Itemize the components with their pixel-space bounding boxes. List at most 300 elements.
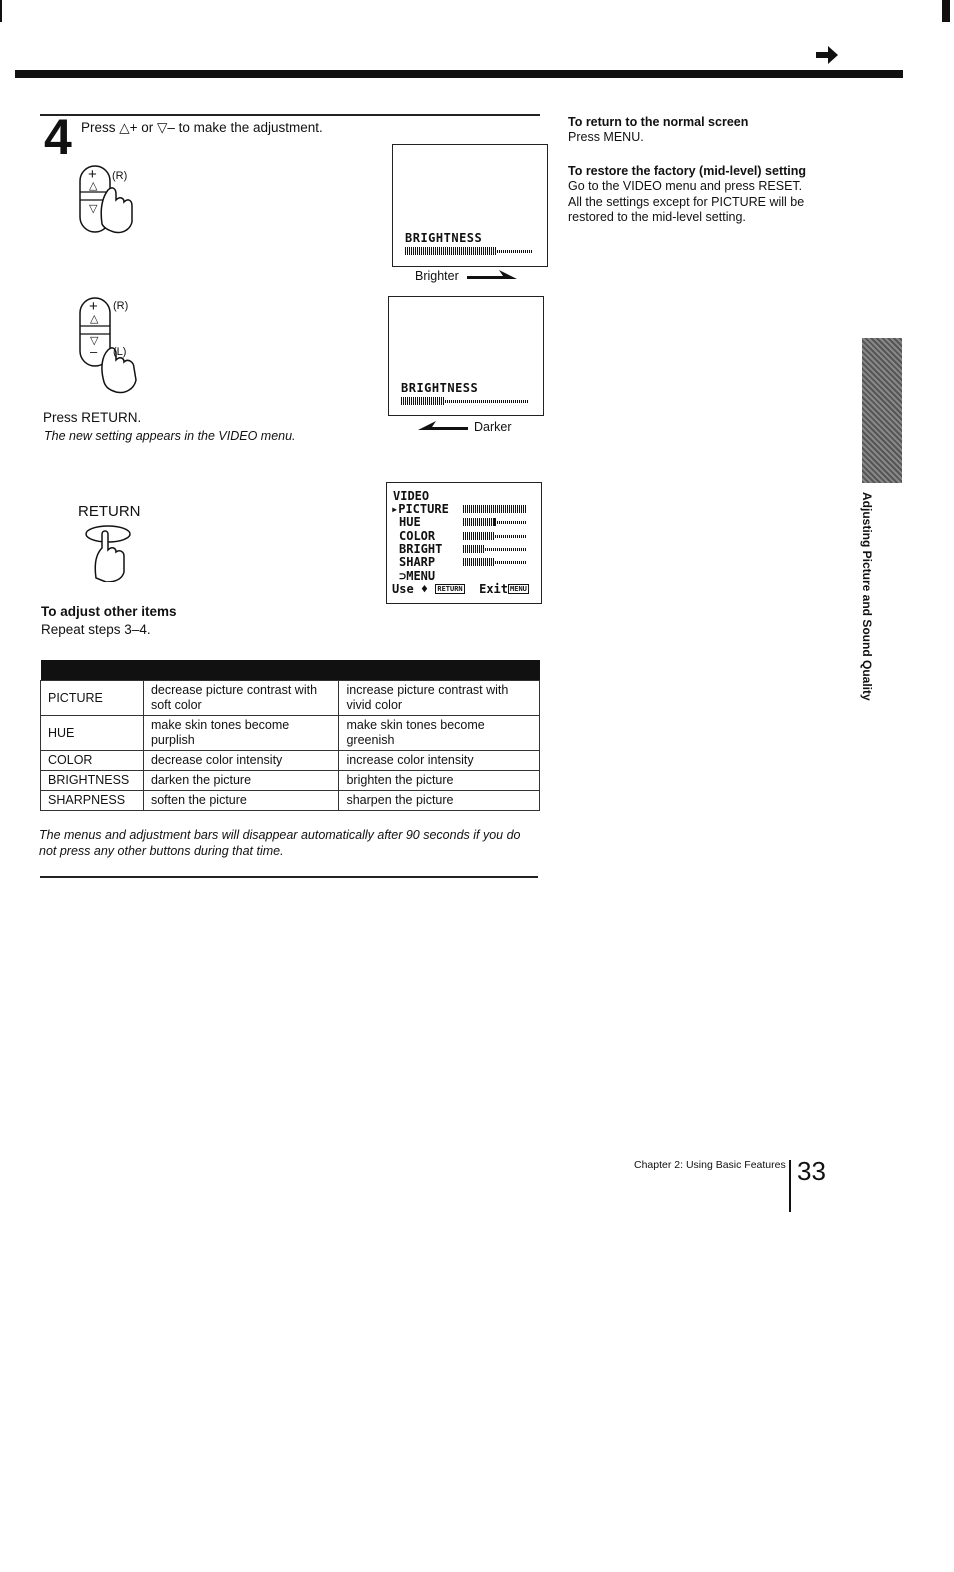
bar-tick-empty bbox=[455, 400, 456, 403]
bar-tick-empty bbox=[505, 535, 506, 538]
brightness-bar bbox=[401, 397, 529, 405]
bar-tick-empty bbox=[473, 400, 474, 403]
bar-tick-filled bbox=[405, 247, 406, 255]
bar-tick-filled bbox=[487, 558, 488, 566]
table-row bbox=[41, 681, 540, 716]
bar-tick-empty bbox=[499, 400, 500, 403]
table-cell-minus: decrease picture contrast with soft color bbox=[143, 681, 339, 716]
bar-tick-filled bbox=[491, 247, 492, 255]
video-menu-item: SHARP bbox=[399, 555, 436, 570]
bar-tick-empty bbox=[447, 400, 448, 403]
bar-tick-empty bbox=[503, 561, 504, 564]
bar-tick-empty bbox=[499, 250, 500, 253]
bar-tick-filled bbox=[463, 505, 464, 513]
bar-tick-filled bbox=[501, 505, 502, 513]
step-instruction: Press △+ or ▽– to make the adjustment. bbox=[81, 120, 323, 135]
bar-tick-filled bbox=[513, 505, 514, 513]
bar-tick-filled bbox=[473, 247, 474, 255]
bar-tick-empty bbox=[509, 521, 510, 524]
press-return-note: The new setting appears in the VIDEO menu. bbox=[44, 429, 296, 443]
bar-tick-empty bbox=[497, 521, 498, 524]
table-cell-plus: make skin tones become greenish bbox=[339, 716, 540, 751]
page-edge-mark-right bbox=[942, 0, 950, 22]
bar-tick-filled bbox=[485, 247, 486, 255]
bar-tick-empty bbox=[489, 400, 490, 403]
bar-tick-filled bbox=[497, 505, 498, 513]
bar-tick-filled bbox=[479, 532, 480, 540]
bar-tick-filled bbox=[473, 518, 474, 526]
bar-tick-filled bbox=[425, 247, 426, 255]
bar-tick-filled bbox=[461, 247, 462, 255]
exit-label: Exit bbox=[479, 582, 509, 596]
auto-disappear-note: The menus and adjustment bars will disappear automatically after 90 seconds if you do not press any other buttons during that time. bbox=[39, 828, 521, 858]
bar-tick-filled bbox=[419, 397, 420, 405]
bar-tick-empty bbox=[519, 548, 520, 551]
bar-tick-empty bbox=[491, 400, 492, 403]
bar-tick-filled bbox=[495, 247, 496, 255]
bar-tick-empty bbox=[495, 535, 496, 538]
bar-tick-filled bbox=[465, 505, 466, 513]
bar-tick-filled bbox=[471, 545, 472, 553]
bar-tick-empty bbox=[497, 561, 498, 564]
bar-tick-empty bbox=[513, 561, 514, 564]
bar-tick-empty bbox=[523, 521, 524, 524]
bar-tick-empty bbox=[513, 548, 514, 551]
plus-label: + bbox=[88, 166, 97, 183]
bar-tick-empty bbox=[507, 535, 508, 538]
bar-tick-empty bbox=[507, 548, 508, 551]
bar-tick-filled bbox=[463, 532, 464, 540]
bar-tick-filled bbox=[415, 397, 416, 405]
bar-tick-filled bbox=[449, 247, 450, 255]
bar-tick-filled bbox=[465, 247, 466, 255]
bar-tick-empty bbox=[503, 250, 504, 253]
bar-tick-empty bbox=[511, 535, 512, 538]
section-rule-top bbox=[40, 114, 540, 116]
brightness-bar bbox=[405, 247, 533, 255]
return-button-press-icon bbox=[84, 524, 136, 582]
table-cell-minus: make skin tones become purplish bbox=[143, 716, 339, 751]
bar-tick-filled bbox=[483, 505, 484, 513]
bar-tick-empty bbox=[501, 561, 502, 564]
bar-tick-filled bbox=[481, 247, 482, 255]
bar-tick-filled bbox=[469, 558, 470, 566]
section-rule-bottom bbox=[40, 876, 538, 878]
bar-tick-filled bbox=[441, 247, 442, 255]
bar-tick-filled bbox=[481, 518, 482, 526]
video-menu-screen bbox=[386, 482, 542, 604]
right-label: (R) bbox=[113, 300, 129, 312]
bar-tick-empty bbox=[525, 548, 526, 551]
bar-tick-filled bbox=[467, 545, 468, 553]
bar-tick-empty bbox=[511, 250, 512, 253]
bar-tick-filled bbox=[483, 545, 484, 553]
bar-tick-empty bbox=[525, 400, 526, 403]
table-row bbox=[41, 716, 540, 751]
bar-tick-empty bbox=[501, 521, 502, 524]
table-cell-item: PICTURE bbox=[41, 681, 144, 716]
bar-tick-empty bbox=[517, 561, 518, 564]
bar-tick-empty bbox=[527, 400, 528, 403]
bar-tick-empty bbox=[505, 250, 506, 253]
bar-tick-filled bbox=[483, 518, 484, 526]
bar-tick-empty bbox=[523, 548, 524, 551]
bar-tick-filled bbox=[475, 518, 476, 526]
bar-tick-empty bbox=[485, 400, 486, 403]
bar-tick-filled bbox=[471, 532, 472, 540]
use-label: Use ♦ bbox=[392, 582, 429, 596]
bar-tick-filled bbox=[431, 247, 432, 255]
bar-tick-filled bbox=[517, 505, 518, 513]
bar-tick-empty bbox=[493, 400, 494, 403]
bar-tick-filled bbox=[459, 247, 460, 255]
remote-button-illustration-minus bbox=[78, 296, 158, 396]
bar-tick-filled bbox=[489, 518, 490, 526]
bar-tick-filled bbox=[489, 558, 490, 566]
bar-tick-filled bbox=[439, 397, 440, 405]
brightness-label: BRIGHTNESS bbox=[401, 381, 479, 395]
table-cell-plus: brighten the picture bbox=[339, 771, 540, 791]
bar-tick-filled bbox=[467, 558, 468, 566]
chapter-tab-label bbox=[858, 492, 878, 701]
bar-tick-filled bbox=[489, 505, 490, 513]
bar-tick-filled bbox=[493, 532, 494, 540]
bar-tick-filled bbox=[475, 247, 476, 255]
bar-tick-filled bbox=[435, 247, 436, 255]
bar-tick-filled bbox=[483, 247, 484, 255]
bar-tick-filled bbox=[421, 397, 422, 405]
table-cell-plus: increase picture contrast with vivid color bbox=[339, 681, 540, 716]
table-cell-plus: increase color intensity bbox=[339, 751, 540, 771]
other-items-heading: To adjust other items bbox=[41, 604, 177, 619]
chapter-tab-text: Adjusting Picture and Sound Quality bbox=[860, 492, 874, 701]
bar-tick-filled bbox=[483, 558, 484, 566]
bar-tick-filled bbox=[465, 532, 466, 540]
bar-tick-filled bbox=[505, 505, 506, 513]
table-header-cell bbox=[143, 660, 339, 681]
bar-tick-empty bbox=[477, 400, 478, 403]
bar-tick-empty bbox=[519, 535, 520, 538]
brighter-caption: Brighter bbox=[415, 269, 459, 283]
bar-tick-filled bbox=[465, 545, 466, 553]
bar-tick-empty bbox=[513, 521, 514, 524]
bar-tick-filled bbox=[465, 558, 466, 566]
bar-tick-filled bbox=[477, 545, 478, 553]
arrow-right-icon bbox=[467, 270, 517, 282]
bar-tick-empty bbox=[503, 400, 504, 403]
bar-tick-empty bbox=[517, 535, 518, 538]
table-cell-minus: soften the picture bbox=[143, 791, 339, 811]
bar-tick-filled bbox=[477, 518, 478, 526]
bar-tick-filled bbox=[515, 505, 516, 513]
bar-tick-filled bbox=[481, 545, 482, 553]
bar-tick-filled bbox=[477, 505, 478, 513]
bar-tick-filled bbox=[479, 505, 480, 513]
bar-tick-empty bbox=[507, 561, 508, 564]
bar-tick-filled bbox=[473, 558, 474, 566]
bar-tick-filled bbox=[467, 505, 468, 513]
bar-tick-filled bbox=[487, 532, 488, 540]
bar-tick-empty bbox=[471, 400, 472, 403]
bar-tick-filled bbox=[485, 518, 486, 526]
bar-tick-filled bbox=[491, 518, 492, 526]
bar-tick-empty bbox=[485, 548, 486, 551]
minus-label: – bbox=[90, 344, 98, 359]
bar-tick-filled bbox=[465, 518, 466, 526]
bar-tick-filled bbox=[493, 558, 494, 566]
bar-tick-empty bbox=[507, 250, 508, 253]
bar-tick-filled bbox=[473, 505, 474, 513]
table-cell-minus: darken the picture bbox=[143, 771, 339, 791]
bar-tick-empty bbox=[511, 561, 512, 564]
bar-tick-empty bbox=[501, 535, 502, 538]
bar-tick-filled bbox=[475, 558, 476, 566]
darker-caption: Darker bbox=[474, 420, 512, 434]
bar-tick-filled bbox=[471, 558, 472, 566]
video-menu-item: HUE bbox=[399, 515, 421, 530]
tv-screen-brighter bbox=[392, 144, 548, 267]
bar-tick-empty bbox=[511, 521, 512, 524]
bar-tick-empty bbox=[521, 250, 522, 253]
video-menu-level-bar bbox=[463, 505, 527, 513]
bar-tick-empty bbox=[499, 521, 500, 524]
table-row bbox=[41, 771, 540, 791]
bar-tick-filled bbox=[417, 247, 418, 255]
normal-screen-text: Press MENU. bbox=[568, 130, 644, 144]
bar-tick-filled bbox=[411, 247, 412, 255]
bar-tick-empty bbox=[453, 400, 454, 403]
bar-tick-empty bbox=[449, 400, 450, 403]
bar-tick-empty bbox=[503, 535, 504, 538]
bar-tick-empty bbox=[487, 548, 488, 551]
bar-tick-empty bbox=[495, 400, 496, 403]
bar-tick-empty bbox=[509, 400, 510, 403]
header-rule bbox=[15, 70, 903, 78]
bar-tick-filled bbox=[405, 397, 406, 405]
bar-tick-filled bbox=[525, 505, 526, 513]
bar-tick-empty bbox=[497, 250, 498, 253]
bar-tick-filled bbox=[457, 247, 458, 255]
bar-tick-empty bbox=[519, 521, 520, 524]
remote-button-illustration-plus bbox=[78, 164, 158, 236]
bar-tick-empty bbox=[521, 535, 522, 538]
bar-tick-empty bbox=[513, 400, 514, 403]
bar-tick-filled bbox=[441, 397, 442, 405]
arrow-left-icon bbox=[418, 421, 468, 433]
bar-tick-filled bbox=[489, 247, 490, 255]
bar-tick-empty bbox=[505, 548, 506, 551]
bar-tick-empty bbox=[523, 400, 524, 403]
bar-tick-filled bbox=[463, 558, 464, 566]
bar-tick-filled bbox=[477, 558, 478, 566]
bar-tick-filled bbox=[413, 397, 414, 405]
bar-tick-empty bbox=[491, 548, 492, 551]
bar-tick-filled bbox=[451, 247, 452, 255]
bar-tick-filled bbox=[469, 247, 470, 255]
bar-tick-filled bbox=[443, 247, 444, 255]
bar-tick-empty bbox=[525, 535, 526, 538]
bar-tick-empty bbox=[525, 250, 526, 253]
bar-tick-filled bbox=[483, 532, 484, 540]
bar-tick-filled bbox=[409, 247, 410, 255]
bar-tick-empty bbox=[505, 561, 506, 564]
page-number: 33 bbox=[797, 1156, 826, 1186]
bar-tick-filled bbox=[411, 397, 412, 405]
bar-tick-empty bbox=[507, 400, 508, 403]
bar-tick-filled bbox=[463, 518, 464, 526]
bar-tick-filled bbox=[495, 505, 496, 513]
return-key-icon: RETURN bbox=[437, 585, 463, 593]
adjustment-table bbox=[40, 660, 540, 811]
bar-tick-filled bbox=[469, 518, 470, 526]
bar-tick-filled bbox=[401, 397, 402, 405]
bar-tick-empty bbox=[499, 535, 500, 538]
bar-tick-empty bbox=[445, 400, 446, 403]
bar-tick-empty bbox=[465, 400, 466, 403]
bar-tick-filled bbox=[481, 532, 482, 540]
bar-tick-empty bbox=[483, 400, 484, 403]
up-label: △ bbox=[90, 313, 99, 325]
bar-tick-filled bbox=[423, 247, 424, 255]
table-header-cell bbox=[41, 660, 144, 681]
bar-tick-filled bbox=[477, 532, 478, 540]
bar-tick-empty bbox=[517, 521, 518, 524]
table-cell-item: SHARPNESS bbox=[41, 791, 144, 811]
bar-tick-empty bbox=[515, 521, 516, 524]
video-menu-item: COLOR bbox=[399, 528, 436, 543]
bar-tick-filled bbox=[471, 247, 472, 255]
bar-tick-filled bbox=[485, 505, 486, 513]
bar-tick-filled bbox=[407, 397, 408, 405]
bar-tick-empty bbox=[511, 548, 512, 551]
video-menu-item: BRIGHT bbox=[399, 541, 443, 556]
bar-tick-filled bbox=[463, 247, 464, 255]
bar-tick-empty bbox=[517, 548, 518, 551]
bar-tick-empty bbox=[501, 250, 502, 253]
table-cell-plus: sharpen the picture bbox=[339, 791, 540, 811]
bar-tick-filled bbox=[469, 532, 470, 540]
bar-tick-empty bbox=[503, 548, 504, 551]
bar-tick-empty bbox=[463, 400, 464, 403]
footer-rule bbox=[789, 1160, 791, 1212]
bar-tick-filled bbox=[473, 532, 474, 540]
video-menu-title: VIDEO bbox=[393, 489, 430, 503]
bar-tick-filled bbox=[499, 505, 500, 513]
bar-tick-empty bbox=[521, 561, 522, 564]
bar-tick-empty bbox=[507, 521, 508, 524]
bar-tick-filled bbox=[475, 545, 476, 553]
up-label: △ bbox=[89, 180, 98, 192]
bar-tick-empty bbox=[499, 561, 500, 564]
bar-tick-filled bbox=[419, 247, 420, 255]
bar-tick-empty bbox=[517, 400, 518, 403]
bar-tick-empty bbox=[523, 535, 524, 538]
video-menu-level-bar bbox=[463, 518, 527, 526]
bar-tick-empty bbox=[469, 400, 470, 403]
bar-tick-filled bbox=[431, 397, 432, 405]
table-cell-item: HUE bbox=[41, 716, 144, 751]
bar-tick-empty bbox=[467, 400, 468, 403]
bar-tick-filled bbox=[467, 532, 468, 540]
menu-key-icon: MENU bbox=[510, 585, 527, 593]
bar-tick-empty bbox=[515, 400, 516, 403]
bar-tick-empty bbox=[519, 250, 520, 253]
video-menu-level-bar bbox=[463, 545, 527, 553]
bar-tick-empty bbox=[495, 548, 496, 551]
bar-tick-filled bbox=[429, 247, 430, 255]
bar-tick-empty bbox=[523, 250, 524, 253]
bar-tick-empty bbox=[519, 400, 520, 403]
bar-tick-filled bbox=[507, 505, 508, 513]
bar-tick-empty bbox=[489, 548, 490, 551]
normal-screen-heading: To return to the normal screen bbox=[568, 115, 749, 129]
bar-tick-filled bbox=[439, 247, 440, 255]
bar-tick-filled bbox=[417, 397, 418, 405]
bar-tick-filled bbox=[511, 505, 512, 513]
bar-tick-empty bbox=[459, 400, 460, 403]
bar-tick-filled bbox=[437, 397, 438, 405]
bar-tick-empty bbox=[509, 250, 510, 253]
other-items-text: Repeat steps 3–4. bbox=[41, 622, 151, 637]
chapter-tab-marker bbox=[862, 338, 902, 483]
bar-tick-empty bbox=[511, 400, 512, 403]
bar-tick-filled bbox=[467, 247, 468, 255]
bar-tick-empty bbox=[525, 561, 526, 564]
left-label: (L) bbox=[113, 346, 127, 358]
table-cell-item: COLOR bbox=[41, 751, 144, 771]
bar-tick-empty bbox=[513, 535, 514, 538]
press-return-text: Press RETURN. bbox=[43, 410, 142, 425]
bar-tick-filled bbox=[407, 247, 408, 255]
bar-tick-filled bbox=[403, 397, 404, 405]
bar-tick-filled bbox=[415, 247, 416, 255]
bar-tick-empty bbox=[505, 521, 506, 524]
bar-tick-filled bbox=[485, 558, 486, 566]
bar-tick-filled bbox=[479, 518, 480, 526]
bar-tick-empty bbox=[519, 561, 520, 564]
bar-tick-filled bbox=[479, 545, 480, 553]
video-menu-item: ⊃MENU bbox=[399, 568, 436, 583]
video-menu-item: ▸PICTURE bbox=[391, 502, 449, 516]
bar-tick-filled bbox=[493, 505, 494, 513]
step-number: 4 bbox=[44, 109, 72, 165]
bar-tick-empty bbox=[523, 561, 524, 564]
bar-tick-filled bbox=[487, 505, 488, 513]
bar-tick-filled bbox=[523, 505, 524, 513]
bar-tick-filled bbox=[475, 532, 476, 540]
bar-tick-empty bbox=[497, 535, 498, 538]
bar-tick-empty bbox=[515, 535, 516, 538]
bar-tick-empty bbox=[509, 548, 510, 551]
bar-tick-filled bbox=[409, 397, 410, 405]
bar-tick-empty bbox=[515, 561, 516, 564]
bar-tick-filled bbox=[421, 247, 422, 255]
table-row bbox=[41, 751, 540, 771]
bar-tick-filled bbox=[491, 558, 492, 566]
table-header-row bbox=[41, 660, 540, 681]
bar-tick-empty bbox=[521, 521, 522, 524]
bar-tick-empty bbox=[495, 561, 496, 564]
bar-tick-filled bbox=[485, 532, 486, 540]
video-menu-level-bar bbox=[463, 532, 527, 540]
bar-tick-empty bbox=[499, 548, 500, 551]
bar-tick-filled bbox=[413, 247, 414, 255]
factory-setting-text: Go to the VIDEO menu and press RESET. All the settings except for PICTURE will be restored to the mid-level setting. bbox=[568, 179, 805, 224]
bar-tick-filled bbox=[453, 247, 454, 255]
bar-tick-filled bbox=[491, 532, 492, 540]
bar-tick-filled bbox=[489, 532, 490, 540]
table-row bbox=[41, 791, 540, 811]
